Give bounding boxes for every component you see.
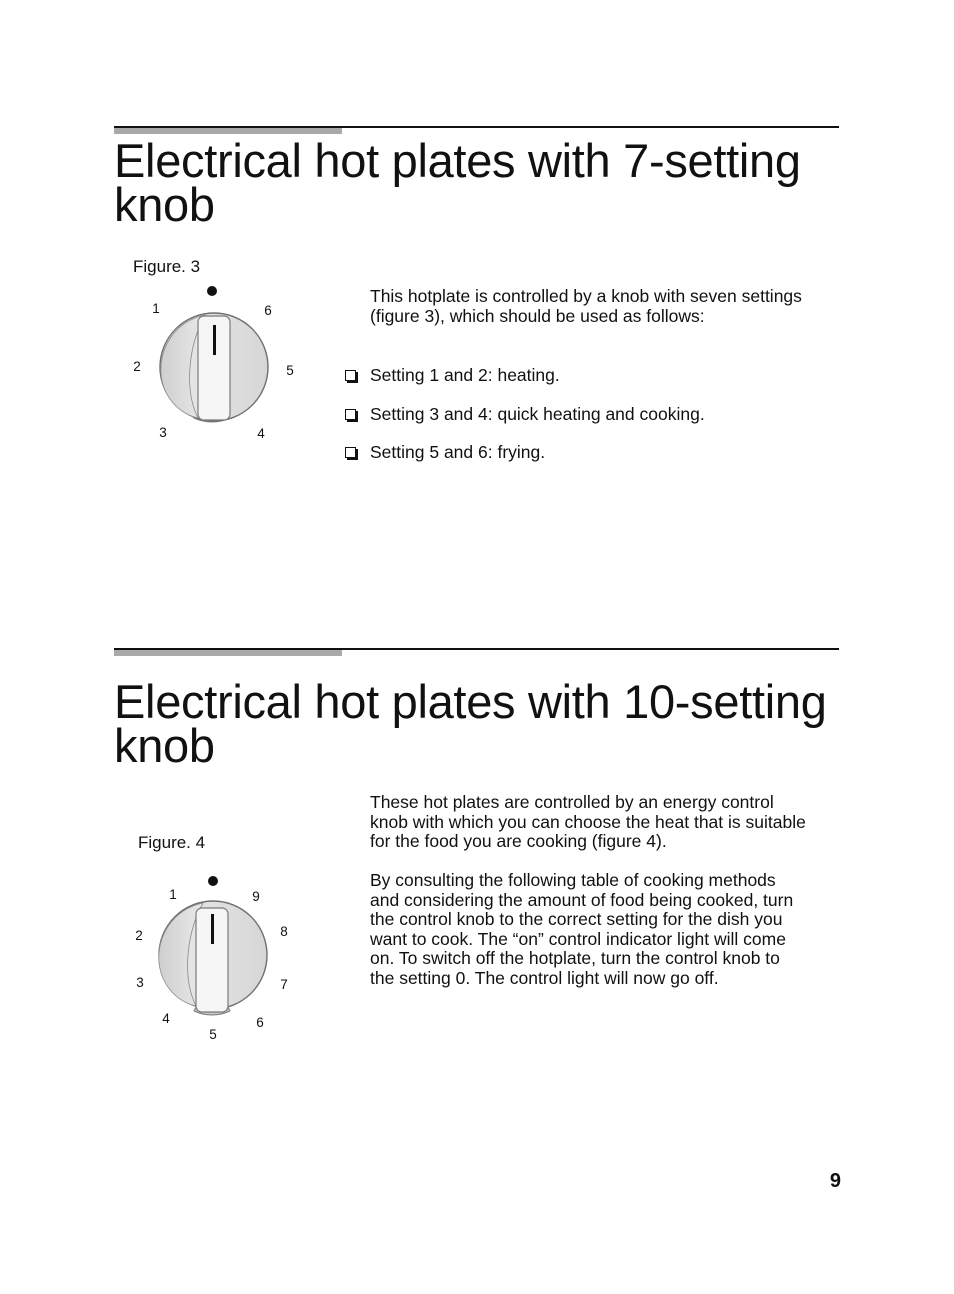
title-line: Electrical hot plates with 10-setting xyxy=(114,675,827,728)
text-line: the control knob to the correct setting for the dish you xyxy=(370,909,783,929)
knob-number-7: 7 xyxy=(280,977,288,992)
list-item-text: Setting 3 and 4: quick heating and cooking. xyxy=(370,404,705,424)
text-line: want to cook. The “on” control indicator light will come xyxy=(370,928,786,949)
knob-number-8: 8 xyxy=(280,924,288,939)
section-rule xyxy=(114,648,839,650)
text-line: and considering the amount of food being cooked, turn xyxy=(370,889,794,910)
knob-number-6: 6 xyxy=(256,1015,264,1030)
text-line: This hotplate is controlled by a knob with seven settings xyxy=(370,286,802,306)
checkbox-bullet-icon xyxy=(345,409,356,420)
knob-number-3: 3 xyxy=(159,425,167,440)
list-item-text: Setting 5 and 6: frying. xyxy=(370,442,546,462)
knob-number-1: 1 xyxy=(152,301,160,316)
checkbox-bullet-icon xyxy=(345,447,356,458)
figure-caption: Figure. 3 xyxy=(133,257,201,276)
section-title-7-setting xyxy=(114,134,854,231)
indicator-dot xyxy=(208,876,218,886)
usage-paragraph xyxy=(370,871,845,988)
knob-pointer-line xyxy=(211,914,214,944)
text-line: These hot plates are controlled by an energy control xyxy=(370,792,774,812)
section-title-10-setting xyxy=(114,675,854,772)
figure-caption: Figure. 4 xyxy=(138,833,206,852)
section-rule-accent xyxy=(114,127,342,134)
text-line: on. To switch off the hotplate, turn the control knob to xyxy=(370,948,780,968)
knob-illustration-7-setting xyxy=(125,280,305,450)
text-line: (figure 3), which should be used as follows: xyxy=(370,305,705,326)
checkbox-bullet-icon xyxy=(345,370,356,381)
knob-number-4: 4 xyxy=(257,426,265,441)
knob-number-1: 1 xyxy=(169,887,177,902)
section-rule xyxy=(114,126,839,128)
text-line: By consulting the following table of cooking methods xyxy=(370,870,776,890)
text-line: the setting 0. The control light will now go off. xyxy=(370,967,719,988)
knob-number-9: 9 xyxy=(252,889,260,904)
indicator-dot xyxy=(207,286,217,296)
intro-paragraph xyxy=(370,287,845,326)
knob-illustration-10-setting xyxy=(125,868,305,1048)
knob-number-2: 2 xyxy=(135,928,143,943)
knob-number-6: 6 xyxy=(264,303,272,318)
knob-number-3: 3 xyxy=(136,975,144,990)
title-line: knob xyxy=(114,178,215,231)
knob-number-2: 2 xyxy=(133,359,141,374)
list-item-text: Setting 1 and 2: heating. xyxy=(370,365,560,385)
page-number: 9 xyxy=(829,1170,841,1192)
text-line: for the food you are cooking (figure 4). xyxy=(370,831,667,851)
title-line: Electrical hot plates with 7-setting xyxy=(114,134,801,187)
text-line: knob with which you can choose the heat that is suitable xyxy=(370,811,806,832)
energy-control-paragraph xyxy=(370,793,845,852)
section-rule-accent xyxy=(114,649,342,656)
knob-pointer-line xyxy=(213,325,216,355)
title-line: knob xyxy=(114,719,215,772)
knob-number-4: 4 xyxy=(162,1011,170,1026)
knob-number-5: 5 xyxy=(209,1027,217,1042)
knob-number-5: 5 xyxy=(286,363,294,378)
